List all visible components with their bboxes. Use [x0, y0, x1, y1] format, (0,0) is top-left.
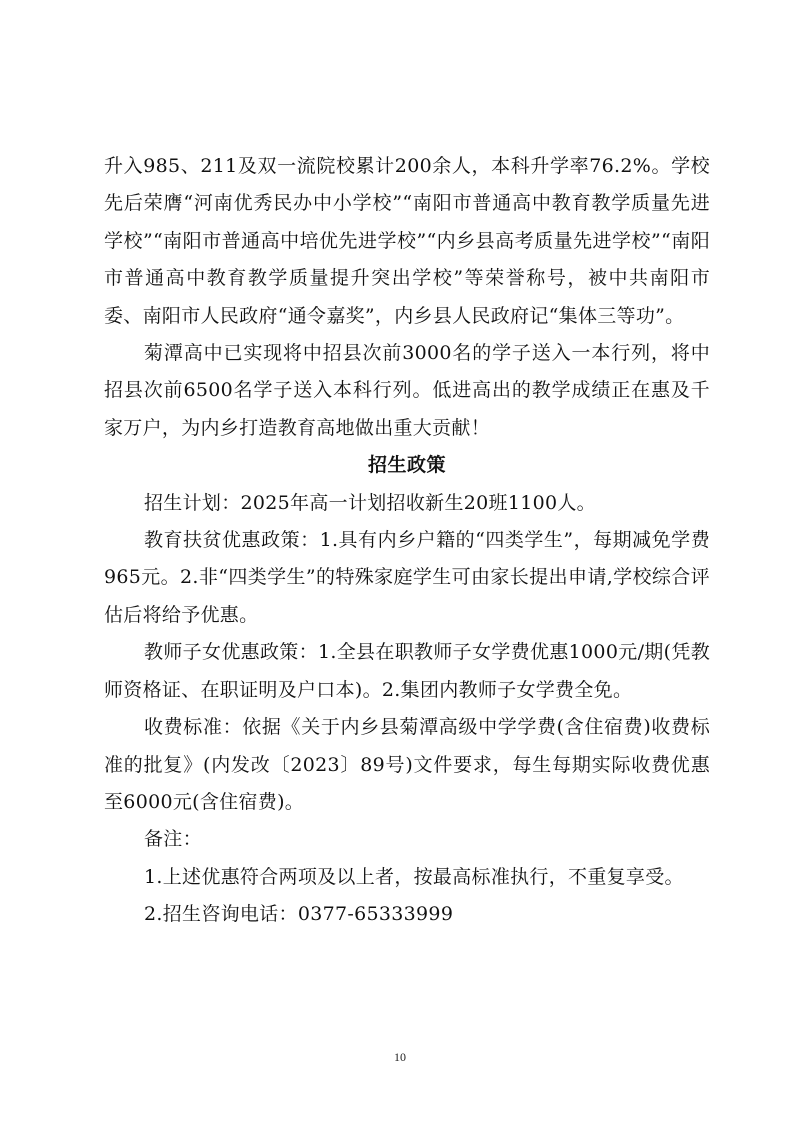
policy-admission-plan: 招生计划：2025年高一计划招收新生20班1100人。 — [144, 491, 596, 514]
page-content — [104, 148, 710, 934]
policy-poverty-relief: 教育扶贫优惠政策：1.具有内乡户籍的“四类学生”，每期减免学费965元。2.非“四类学生”的特殊家庭学生可由家长提出申请,学校综合评估后将给予优惠。 — [104, 529, 710, 626]
paragraph-contribution: 菊潭高中已实现将中招县次前3000名的学子送入一本行列，将中招县次前6500名学子送入本科行列。低进高出的教学成绩正在惠及千家万户，为内乡打造教育高地做出重大贡献！ — [104, 342, 710, 439]
page-number: 10 — [394, 1050, 406, 1064]
remark-item-1: 1.上述优惠符合两项及以上者，按最高标准执行，不重复享受。 — [144, 865, 684, 888]
policy-fee-standard: 收费标准：依据《关于内乡县菊潭高级中学学费(含住宿费)收费标准的批复》(内发改〔2023〕89号)文件要求，每生每期实际收费优惠至6000元(含住宿费)。 — [104, 716, 710, 813]
remarks-label: 备注： — [144, 828, 202, 851]
policy-teachers-children: 教师子女优惠政策：1.全县在职教师子女学费优惠1000元/期(凭教师资格证、在职证明及户口本)。2.集团内教师子女学费全免。 — [104, 641, 710, 701]
section-title-admission-policy: 招生政策 — [367, 454, 446, 477]
paragraph-achievements: 升入985、211及双一流院校累计200余人，本科升学率76.2%。学校先后荣膺“河南优秀民办中小学校”“南阳市普通高中教育教学质量先进学校”“南阳市普通高中培优先进学校”“内乡县高考质量先进学校”“南阳市普通高中教育教学质量提升突出学校”等荣誉称号，被中共南阳市委、南阳市人民政府“通令嘉奖”，内乡县人民政府记“集体三等功”。 — [104, 155, 710, 327]
remark-item-2-phone: 2.招生咨询电话：0377-65333999 — [144, 903, 454, 926]
